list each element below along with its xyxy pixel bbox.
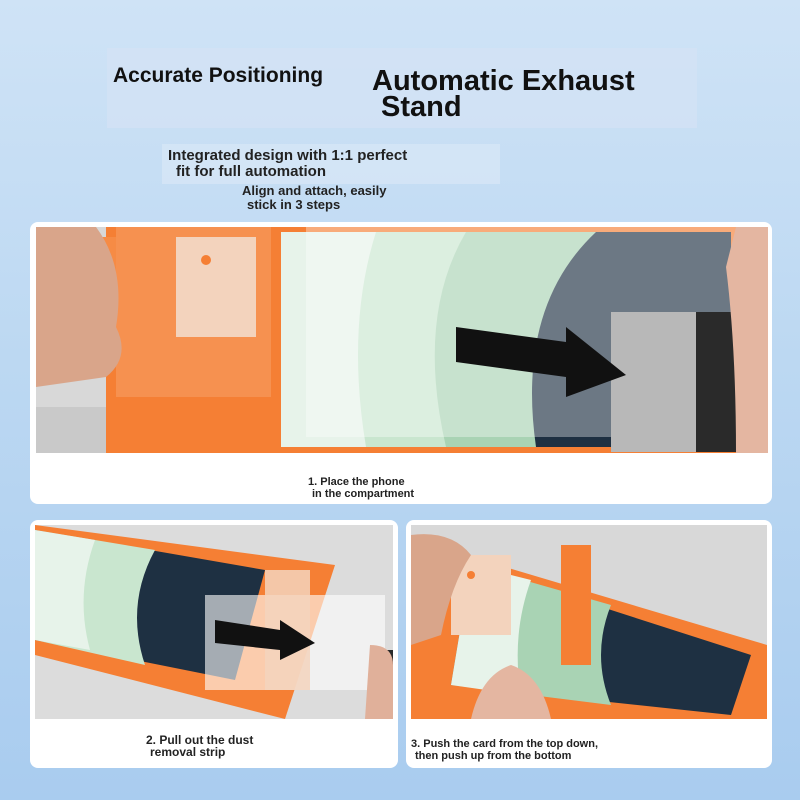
step-3-caption-line1: 3. Push the card from the top down, [411,738,599,750]
step-2-caption-line2: removal strip [150,745,226,759]
tagline [242,184,387,212]
tagline-line2: stick in 3 steps [247,197,341,212]
step-1-illustration [36,227,768,453]
title-accurate-positioning: Accurate Positioning [113,64,324,87]
tagline-line1: Align and attach, easily [242,183,387,198]
subtitle-line2: fit for full automation [176,163,326,180]
step-3-panel [406,520,772,768]
subtitle [168,148,498,182]
step-1-caption-line1: 1. Place the phone [308,476,405,488]
step-2-panel [30,520,398,768]
step-1-caption-line2: in the compartment [312,488,415,500]
step-1-panel [30,222,772,504]
step-1-caption [308,476,414,500]
step-3-photo [411,525,767,719]
title-automatic-exhaust-stand [372,65,635,123]
step-3-caption [411,738,598,762]
title-main-line1: Automatic Exhaust [372,65,635,97]
step-3-caption-line2: then push up from the bottom [415,750,572,762]
subtitle-line1: Integrated design with 1:1 perfect [168,147,408,164]
step-2-photo [35,525,393,719]
step-2-caption [146,734,253,758]
title-main-line2: Stand [381,91,462,123]
step-1-photo [36,227,768,453]
step-2-caption-line1: 2. Pull out the dust [146,733,254,747]
step-3-illustration [411,525,767,719]
step-2-illustration [35,525,393,719]
